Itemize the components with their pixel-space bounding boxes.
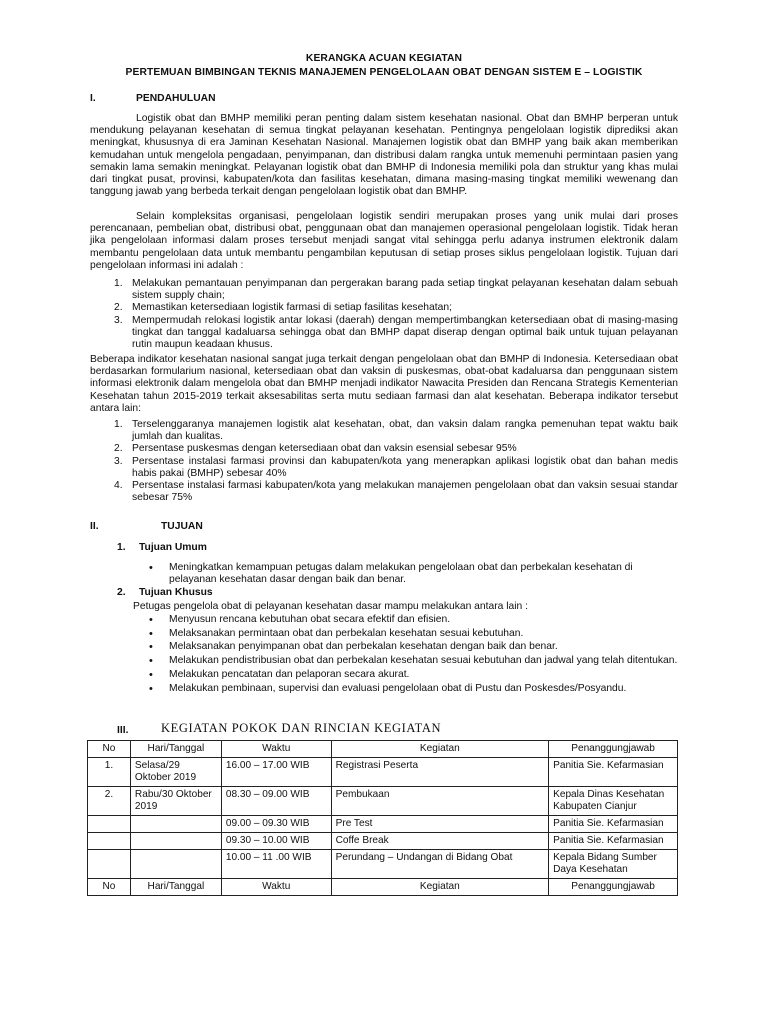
bullet-icon: • [149,682,153,695]
bullet-icon: • [149,614,153,626]
section1-paragraph-2: Selain kompleksitas organisasi, pengelolaan logistik sendiri merupakan proses yang unik mulai dari proses perencanaan, pembelian obat, distribusi obat, penggunaan obat dan manajemen operasional pengelolaan logistik. Tidak heran jika pengelolaan informasi dalam proses tersebut menjadi sangat vital sehingga perlu adanya instrumen elektronik dalam membantu pengelolaan data untuk membantu pengambilan keputusan di setiap proses siklus pengelolaan logistik. Tujuan dari pengelolaan informasi ini adalah : [90,211,678,271]
table-cell [130,850,221,879]
section2-heading: TUJUAN [161,521,203,532]
bullet-icon: • [149,627,153,640]
table-header-cell: Waktu [221,741,331,758]
list-item: 3. Mempermudah relokasi logistik antar lokasi (daerah) dengan mempertimbangkan ketersediaan obat di masing-masing tingkat dan tanggal kadaluarsa sehingga obat dan BMHP dapat diserap dengan optimal baik untuk tujuan pelayanan rutin maupun keadaan khusus. [114,314,678,351]
table-header-row [88,741,678,758]
table-cell: 1. [88,758,131,787]
bullet-icon: • [149,562,153,574]
table-cell: Selasa/29 Oktober 2019 [130,758,221,787]
table-cell: Registrasi Peserta [331,758,549,787]
table-cell: 08.30 – 09.00 WIB [221,787,331,816]
section2-number: II. [90,521,99,532]
table-cell: Coffe Break [331,833,549,850]
list-item: 2. Memastikan ketersediaan logistik farmasi di setiap fasilitas kesehatan; [114,302,452,314]
table-cell [130,833,221,850]
table-cell: Panitia Sie. Kefarmasian [549,833,678,850]
table-cell: Rabu/30 Oktober 2019 [130,787,221,816]
table-cell [130,816,221,833]
table-row [88,758,678,787]
table-cell: 09.00 – 09.30 WIB [221,816,331,833]
list-item: • Melakukan pendistribusian obat dan perbekalan kesehatan sesuai kebutuhan dan jadwal yang telah ditentukan. [149,655,678,668]
table-row [88,850,678,879]
table-header-cell: Kegiatan [331,741,549,758]
tujuan-umum-list [146,562,678,588]
document-subtitle: PERTEMUAN BIMBINGAN TEKNIS MANAJEMEN PENGELOLAAN OBAT DENGAN SISTEM E – LOGISTIK [125,67,643,78]
table-header-cell: No [88,741,131,758]
table-cell: Panitia Sie. Kefarmasian [549,758,678,787]
table-cell: 2. [88,787,131,816]
section1-paragraph-3: Beberapa indikator kesehatan nasional sangat juga terkait dengan pengelolaan obat dan BMHP di Indonesia. Ketersediaan obat berdasarkan formularium nasional, ketersediaan obat dan vaksin di puskesmas, obat-obat kadaluarsa dan penggunaan sistem informasi elektronik dalam mengelola obat dan BMHP menjadi indikator Nawacita Presiden dan Rencana Strategis Kementerian Kesehatan tahun 2015-2019 terkait aksesabilitas serta mutu sediaan farmasi dan alat kesehatan. Beberapa indikator tersebut antara lain: [90,354,678,414]
table-cell [88,833,131,850]
table-header-cell: Penanggungjawab [549,741,678,758]
section3-heading: KEGIATAN POKOK DAN RINCIAN KEGIATAN [161,721,442,735]
section1-list-2 [114,419,678,504]
tujuan-khusus-heading: Tujuan Khusus [139,587,213,598]
list-item: 4. Persentase instalasi farmasi kabupaten/kota yang melakukan manajemen pengelolaan obat dan vaksin sesuai standar sebesar 75% [114,480,678,504]
table-cell [88,816,131,833]
table-cell: 16.00 – 17.00 WIB [221,758,331,787]
list-item: 3. Persentase instalasi farmasi provinsi dan kabupaten/kota yang menerapkan aplikasi logistik obat dan bahan medis habis pakai (BMHP) sebesar 40% [114,455,678,479]
list-item: • Menyusun rencana kebutuhan obat secara efektif dan efisien. [149,614,451,626]
table-header-cell: Waktu [221,879,331,896]
bullet-icon: • [149,641,153,654]
list-item: 1. Terselenggaranya manajemen logistik alat kesehatan, obat, dan vaksin dalam rangka pemenuhan tepat waktu baik jumlah dan kualitas. [114,419,678,443]
table-cell: Kepala Dinas Kesehatan Kabupaten Cianjur [549,787,678,816]
list-item: 1. Melakukan pemantauan penyimpanan dan pergerakan barang pada setiap tingkat pelayanan kesehatan dalam sebuah sistem supply chain; [114,278,678,302]
list-item: • Melaksanakan permintaan obat dan perbekalan kesehatan sesuai kebutuhan. [149,627,524,640]
table-row [88,833,678,850]
tujuan-khusus-intro: Petugas pengelola obat di pelayanan kesehatan dasar mampu melakukan antara lain : [133,601,528,612]
list-item: 2. Persentase puskesmas dengan ketersediaan obat dan vaksin esensial sebesar 95% [114,443,517,455]
table-cell: Kepala Bidang Sumber Daya Kesehatan [549,850,678,879]
table-cell: Perundang – Undangan di Bidang Obat [331,850,549,879]
tujuan-khusus-number: 2. [117,587,126,598]
section1-list-1 [114,278,678,351]
table-cell: Panitia Sie. Kefarmasian [549,816,678,833]
table-cell [88,850,131,879]
table-header-cell: No [88,879,131,896]
tujuan-umum-heading: Tujuan Umum [139,542,207,553]
table-cell: Pembukaan [331,787,549,816]
section1-number: I. [90,93,96,104]
table-header-cell: Penanggungjawab [549,879,678,896]
table-header-cell: Kegiatan [331,879,549,896]
list-item: • Melakukan pembinaan, supervisi dan evaluasi pengelolaan obat di Pustu dan Poskesdes/Posyandu. [149,682,627,695]
section1-paragraph-1: Logistik obat dan BMHP memiliki peran penting dalam sistem kesehatan nasional. Obat dan BMHP berperan untuk mendukung pelayanan kesehatan di semua tingkat pelayanan kesehatan. Pentingnya pengelolaan logistik diprediksi akan meningkat, khususnya di era Jaminan Kesehatan Nasional. Manajemen logistik obat dan BMHP yang baik akan memberikan kemudahan untuk mengelola pengadaan, penyimpanan, dan distribusi dalam rangka untuk memenuhi permintaan pasien yang semakin lama semakin meningkat. Pelayanan logistik obat dan BMHP di Indonesia memiliki pola dan struktur yang khas mulai dari tingkat pusat, provinsi, kabupaten/kota dan fasilitas kesehatan, dimana masing-masing tingkat memiliki wewenang dan tanggung jawab yang berbeda terkait dengan pengelolaan logistik obat dan BMHP. [90,113,678,198]
tujuan-khusus-list [146,614,678,696]
table-row [88,816,678,833]
table-cell: 10.00 – 11 .00 WIB [221,850,331,879]
document-title: KERANGKA ACUAN KEGIATAN [305,53,463,64]
kegiatan-table [87,740,678,896]
table-header-cell: Hari/Tanggal [130,879,221,896]
list-item: • Melakukan pencatatan dan pelaporan secara akurat. [149,668,410,681]
section3-number: III. [117,725,129,736]
bullet-icon: • [149,668,153,681]
list-item: • Meningkatkan kemampuan petugas dalam melakukan pengelolaan obat dan perbekalan kesehatan di pelayanan kesehatan dasar dengan baik dan benar. [149,562,633,586]
table-cell: 09.30 – 10.00 WIB [221,833,331,850]
list-item: • Melaksanakan penyimpanan obat dan perbekalan kesehatan dengan baik dan benar. [149,641,558,654]
bullet-icon: • [149,655,153,668]
table-footer-row [88,879,678,896]
section1-heading: PENDAHULUAN [136,93,216,104]
table-row [88,787,678,816]
table-cell: Pre Test [331,816,549,833]
tujuan-umum-number: 1. [117,542,126,553]
table-header-cell: Hari/Tanggal [130,741,221,758]
